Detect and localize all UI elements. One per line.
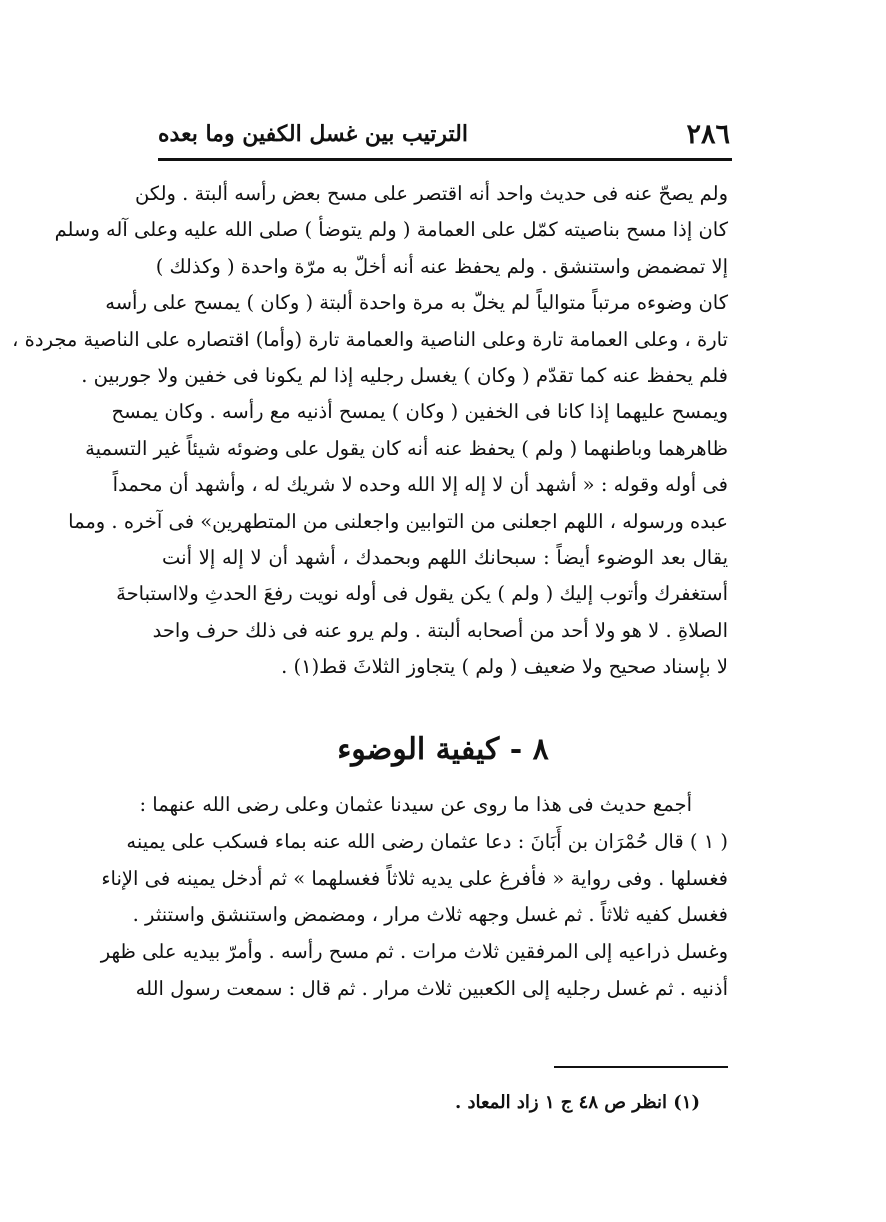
text-line: وغسل ذراعيه إلى المرفقين ثلاث مرات . ثم مسح رأسه . وأمرّ بيديه على ظهر	[100, 940, 728, 964]
text-line: ويمسح عليهما إذا كانا فى الخفين ( وكان ) يمسح أذنيه مع رأسه . وكان يمسح	[111, 400, 728, 424]
section-paragraph	[100, 787, 728, 1008]
text-line: إلا تمضمض واستنشق . ولم يحفظ عنه أنه أخلّ به مرّة واحدة ( وكذلك )	[155, 254, 728, 278]
text-line: فى أوله وقوله : « أشهد أن لا إله إلا الله وحده لا شريك له ، وأشهد أن محمداً	[112, 473, 728, 497]
text-line: ( ١ ) قال حُمْرَان بن أَبَانَ : دعا عثمان رضى الله عنه بماء فسكب على يمينه	[126, 829, 728, 853]
text-line: كان وضوءه مرتباً متوالياً لم يخلّ به مرة واحدة ألبتة ( وكان ) يمسح على رأسه	[105, 291, 728, 315]
page-header	[158, 112, 730, 156]
text-line: تارة ، وعلى العمامة تارة وعلى الناصية والعمامة تارة (وأما) اقتصاره على الناصية مجردة ،	[12, 327, 728, 351]
text-line: فغسلها . وفى رواية « فأفرغ على يديه ثلاثاً فغسلهما » ثم أدخل يمينه فى الإناء	[101, 866, 728, 890]
text-line: فغسل كفيه ثلاثاً . ثم غسل وجهه ثلاث مرار ، ومضمض واستنشق واستنثر .	[132, 903, 728, 927]
text-line: كان إذا مسح بناصيته كمّل على العمامة ( ولم يتوضأ ) صلى الله عليه وعلى آله وسلم	[54, 218, 728, 242]
section-intro-line: أجمع حديث فى هذا ما روى عن سيدنا عثمان وعلى رضى الله عنهما :	[139, 793, 692, 816]
text-line: أذنيه . ثم غسل رجليه إلى الكعبين ثلاث مرار . ثم قال : سمعت رسول الله	[135, 976, 728, 1000]
text-line: أستغفرك وأتوب إليك ( ولم ) يكن يقول فى أوله نويت رفعَ الحدثِ ولااستباحةَ	[116, 582, 728, 606]
body-paragraph	[12, 176, 728, 686]
running-title: الترتيب بين غسل الكفين وما بعده	[158, 121, 468, 147]
footnote: (١) انظر ص ٤٨ ج ١ زاد المعاد .	[454, 1092, 700, 1113]
text-line: عبده ورسوله ، اللهم اجعلنى من التوابين واجعلنى من المتطهرين» فى آخره . ومما	[68, 509, 728, 533]
text-line: يقال بعد الوضوء أيضاً : سبحانك اللهم وبحمدك ، أشهد أن لا إله إلا أنت	[162, 546, 728, 570]
page-number: ٢٨٦	[686, 118, 730, 150]
text-line: الصلاةِ . لا هو ولا أحد من أصحابه ألبتة . ولم يرو عنه فى ذلك حرف واحد	[152, 618, 728, 642]
text-line: فلم يحفظ عنه كما تقدّم ( وكان ) يغسل رجليه إذا لم يكونا فى خفين ولا جوربين .	[81, 364, 728, 388]
section-heading: ٨ - كيفية الوضوء	[337, 732, 549, 767]
text-line-last: لا بإسناد صحيح ولا ضعيف ( ولم ) يتجاوز الثلاثَ قط(١) .	[281, 655, 728, 679]
text-line: ولم يصحّ عنه فى حديث واحد أنه اقتصر على مسح بعض رأسه ألبتة . ولكن	[134, 182, 728, 205]
text-line: ظاهرهما وباطنهما ( ولم ) يحفظ عنه أنه كان يقول على وضوئه شيئاً غير التسمية	[85, 436, 728, 460]
header-rule	[158, 158, 732, 161]
footnote-rule	[554, 1066, 728, 1068]
